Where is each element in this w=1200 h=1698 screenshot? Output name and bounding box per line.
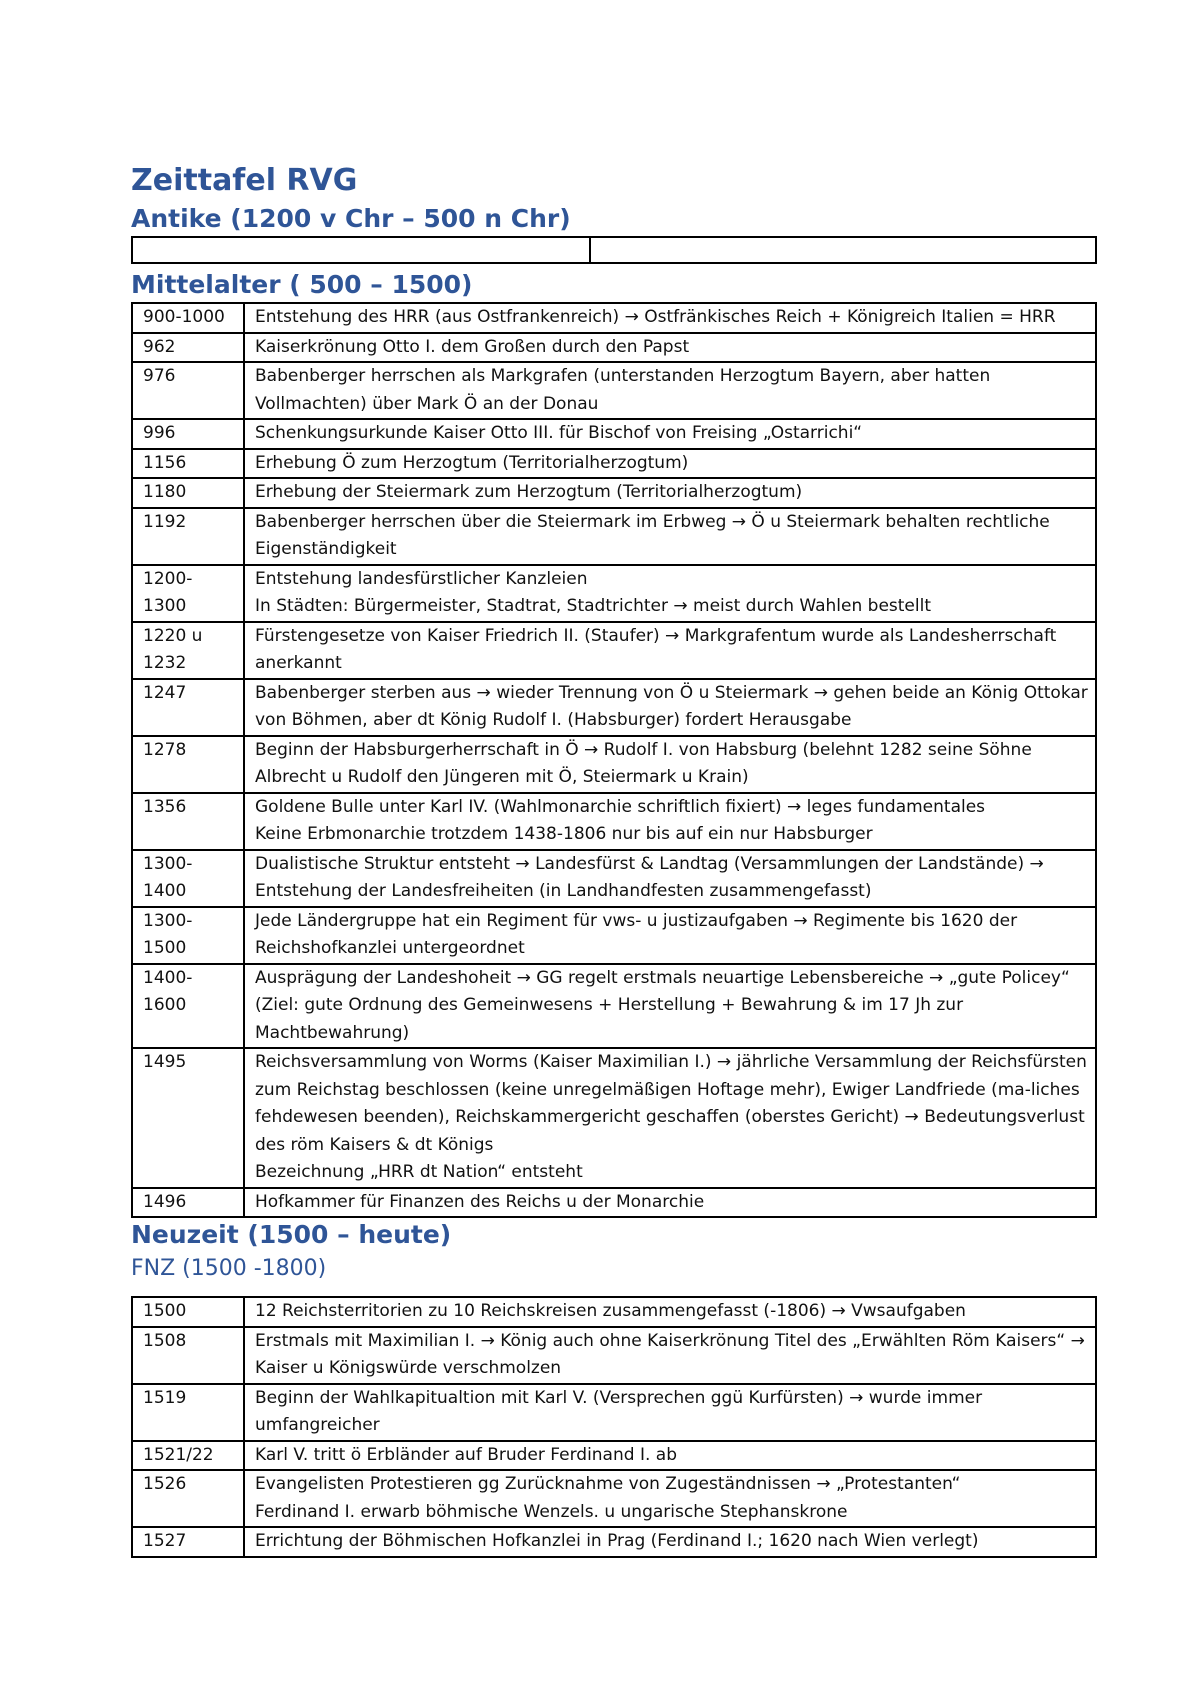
- event-cell: Hofkammer für Finanzen des Reichs u der Monarchie: [244, 1188, 1096, 1218]
- heading-neuzeit: Neuzeit (1500 – heute): [131, 1220, 452, 1249]
- year-cell: 962: [132, 333, 244, 363]
- table-row: [132, 793, 1096, 850]
- table-row: [132, 333, 1096, 363]
- table-row: [132, 679, 1096, 736]
- year-cell: 1300- 1500: [132, 907, 244, 964]
- heading-antike: Antike (1200 v Chr – 500 n Chr): [131, 204, 571, 233]
- event-cell: Babenberger sterben aus → wieder Trennung von Ö u Steiermark → gehen beide an König Ottokar von Böhmen, aber dt König Rudolf I. (Habsburger) fordert Herausgabe: [244, 679, 1096, 736]
- table-row: [132, 1048, 1096, 1188]
- year-cell: 1508: [132, 1327, 244, 1384]
- event-cell: Erhebung der Steiermark zum Herzogtum (Territorialherzogtum): [244, 478, 1096, 508]
- event-cell: Beginn der Habsburgerherrschaft in Ö → Rudolf I. von Habsburg (belehnt 1282 seine Söhne Albrecht u Rudolf den Jüngeren mit Ö, Steiermark u Krain): [244, 736, 1096, 793]
- event-cell: Karl V. tritt ö Erbländer auf Bruder Ferdinand I. ab: [244, 1441, 1096, 1471]
- year-cell: 1220 u 1232: [132, 622, 244, 679]
- event-cell: Schenkungsurkunde Kaiser Otto III. für Bischof von Freising „Ostarrichi“: [244, 419, 1096, 449]
- event-cell: 12 Reichsterritorien zu 10 Reichskreisen zusammengefasst (-1806) → Vwsaufgaben: [244, 1297, 1096, 1327]
- table-antike: [131, 236, 1097, 264]
- year-cell: 1300- 1400: [132, 850, 244, 907]
- year-cell: 996: [132, 419, 244, 449]
- year-cell: 1192: [132, 508, 244, 565]
- document-title: Zeittafel RVG: [131, 163, 358, 198]
- year-cell: 1180: [132, 478, 244, 508]
- event-cell: Jede Ländergruppe hat ein Regiment für vws- u justizaufgaben → Regimente bis 1620 der Reichshofkanzlei untergeordnet: [244, 907, 1096, 964]
- event-cell: Dualistische Struktur entsteht → Landesfürst & Landtag (Versammlungen der Landstände) → Entstehung der Landesfreiheiten (in Landhandfesten zusammengefasst): [244, 850, 1096, 907]
- year-cell: 1495: [132, 1048, 244, 1188]
- event-cell: Kaiserkrönung Otto I. dem Großen durch den Papst: [244, 333, 1096, 363]
- table-row: [132, 1384, 1096, 1441]
- table-row: [132, 303, 1096, 333]
- table-row: [132, 1441, 1096, 1471]
- table-row: [132, 907, 1096, 964]
- table-row: [132, 736, 1096, 793]
- year-cell: 1500: [132, 1297, 244, 1327]
- table-row: [132, 565, 1096, 622]
- table-row: [132, 850, 1096, 907]
- event-cell: Evangelisten Protestieren gg Zurücknahme von Zugeständnissen → „Protestanten“ Ferdinand I. erwarb böhmische Wenzels. u ungarische Stephanskrone: [244, 1470, 1096, 1527]
- event-cell: Beginn der Wahlkapitualtion mit Karl V. (Versprechen ggü Kurfürsten) → wurde immer umfangreicher: [244, 1384, 1096, 1441]
- table-row: [132, 1470, 1096, 1527]
- event-cell: Babenberger herrschen als Markgrafen (unterstanden Herzogtum Bayern, aber hatten Vollmachten) über Mark Ö an der Donau: [244, 362, 1096, 419]
- year-cell: 1526: [132, 1470, 244, 1527]
- year-cell: 1156: [132, 449, 244, 479]
- table-row: [132, 508, 1096, 565]
- year-cell: 1200- 1300: [132, 565, 244, 622]
- year-cell: 1247: [132, 679, 244, 736]
- table-row: [132, 449, 1096, 479]
- table-row: [132, 419, 1096, 449]
- table-row: [132, 478, 1096, 508]
- table-row: [132, 1297, 1096, 1327]
- year-cell: 1527: [132, 1527, 244, 1557]
- year-cell: 1496: [132, 1188, 244, 1218]
- table-row: [132, 1527, 1096, 1557]
- table-row: [132, 1188, 1096, 1218]
- heading-mittelalter: Mittelalter ( 500 – 1500): [131, 270, 473, 299]
- year-cell: 1521/22: [132, 1441, 244, 1471]
- table-row: [132, 237, 1096, 263]
- table-neuzeit: [131, 1296, 1097, 1558]
- event-cell: Erstmals mit Maximilian I. → König auch ohne Kaiserkrönung Titel des „Erwählten Röm Kaisers“ → Kaiser u Königswürde verschmolzen: [244, 1327, 1096, 1384]
- empty-cell: [590, 237, 1096, 263]
- event-cell: Goldene Bulle unter Karl IV. (Wahlmonarchie schriftlich fixiert) → leges fundamentales Keine Erbmonarchie trotzdem 1438-1806 nur bis auf ein nur Habsburger: [244, 793, 1096, 850]
- event-cell: Entstehung des HRR (aus Ostfrankenreich) → Ostfränkisches Reich + Königreich Italien = HRR: [244, 303, 1096, 333]
- year-cell: 1278: [132, 736, 244, 793]
- table-row: [132, 1327, 1096, 1384]
- year-cell: 1356: [132, 793, 244, 850]
- event-cell: Ausprägung der Landeshoheit → GG regelt erstmals neuartige Lebensbereiche → „gute Policey“ (Ziel: gute Ordnung des Gemeinwesens + Herstellung + Bewahrung & im 17 Jh zur Machtbewahrung): [244, 964, 1096, 1049]
- event-cell: Babenberger herrschen über die Steiermark im Erbweg → Ö u Steiermark behalten rechtliche Eigenständigkeit: [244, 508, 1096, 565]
- event-cell: Entstehung landesfürstlicher Kanzleien In Städten: Bürgermeister, Stadtrat, Stadtrichter → meist durch Wahlen bestellt: [244, 565, 1096, 622]
- event-cell: Fürstengesetze von Kaiser Friedrich II. (Staufer) → Markgrafentum wurde als Landesherrschaft anerkannt: [244, 622, 1096, 679]
- table-row: [132, 622, 1096, 679]
- year-cell: 1519: [132, 1384, 244, 1441]
- event-cell: Errichtung der Böhmischen Hofkanzlei in Prag (Ferdinand I.; 1620 nach Wien verlegt): [244, 1527, 1096, 1557]
- year-cell: 976: [132, 362, 244, 419]
- event-cell: Erhebung Ö zum Herzogtum (Territorialherzogtum): [244, 449, 1096, 479]
- year-cell: 900-1000: [132, 303, 244, 333]
- document-page: [131, 160, 1097, 1558]
- empty-cell: [132, 237, 590, 263]
- event-cell: Reichsversammlung von Worms (Kaiser Maximilian I.) → jährliche Versammlung der Reichsfürsten zum Reichstag beschlossen (keine unregelmäßigen Hoftage mehr), Ewiger Landfriede (ma-liches fehdewesen beenden), Reichskammergericht geschaffen (oberstes Gericht) → Bedeutungsverlust des röm Kaisers & dt Königs Bezeichnung „HRR dt Nation“ entsteht: [244, 1048, 1096, 1188]
- year-cell: 1400- 1600: [132, 964, 244, 1049]
- table-row: [132, 362, 1096, 419]
- subheading-fnz: FNZ (1500 -1800): [131, 1256, 327, 1281]
- table-row: [132, 964, 1096, 1049]
- table-mittelalter: [131, 302, 1097, 1218]
